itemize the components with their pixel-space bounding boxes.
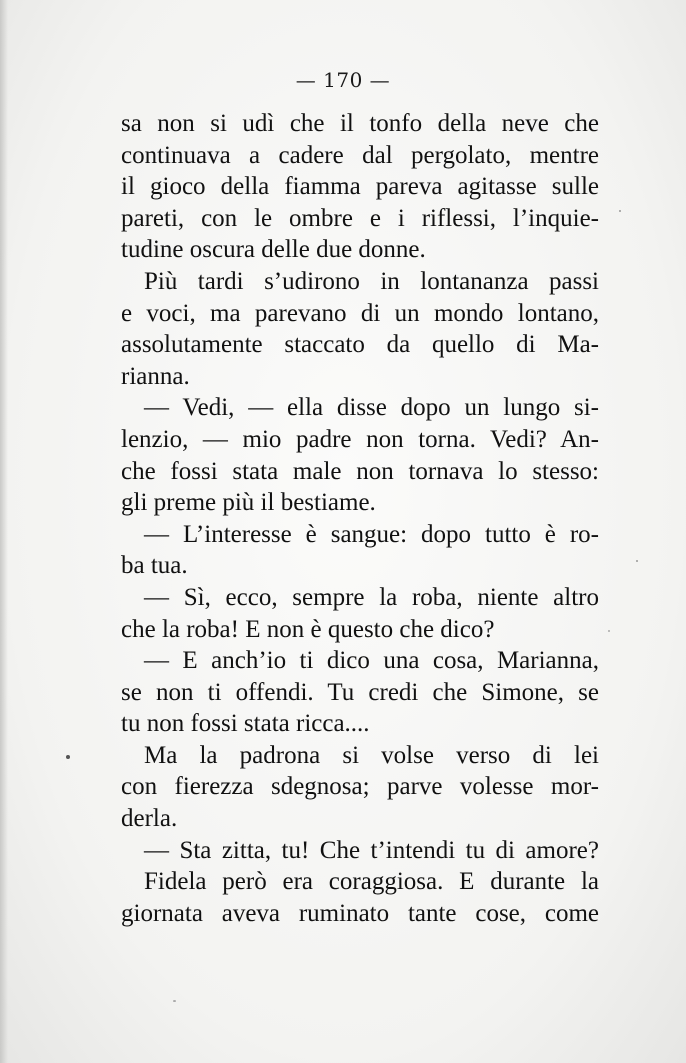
text-line: assolutamente staccato da quello di Ma-	[121, 331, 599, 359]
text-line: derla.	[121, 805, 178, 833]
text-line: ba tua.	[121, 552, 188, 580]
paper-speck	[608, 630, 610, 632]
paper-speck	[619, 210, 621, 212]
text-line: che la roba! E non è questo che dico?	[121, 615, 495, 643]
page-number: — 170 —	[295, 68, 391, 92]
text-line: pareti, con le ombre e i riflessi, l’inquie-	[121, 204, 599, 232]
paper-speck	[66, 755, 70, 759]
text-line: Più tardi s’udirono in lontananza passi	[144, 267, 599, 295]
text-line: Fidela però era coraggiosa. E durante la	[144, 868, 599, 896]
paper-speck	[636, 560, 638, 562]
body-text	[121, 108, 599, 929]
text-line: Ma la padrona si volse verso di lei	[144, 741, 599, 769]
text-line: con fierezza sdegnosa; parve volesse mor-	[121, 773, 599, 801]
text-line: gli preme più il bestiame.	[121, 489, 376, 517]
text-line: — Sta zitta, tu! Che t’intendi tu di amore?	[144, 836, 599, 864]
text-line: se non ti offendi. Tu credi che Simone, se	[121, 678, 599, 706]
paper-speck	[173, 1000, 176, 1002]
text-line: lenzio, — mio padre non torna. Vedi? An-	[121, 425, 599, 453]
text-line: — L’interesse è sangue: dopo tutto è ro-	[144, 520, 599, 548]
text-line: e voci, ma parevano di un mondo lontano,	[121, 299, 599, 327]
text-line: giornata aveva ruminato tante cose, come	[121, 899, 599, 927]
text-line: sa non si udì che il tonfo della neve che	[121, 110, 599, 137]
text-line: — Sì, ecco, sempre la roba, niente altro	[144, 583, 599, 611]
text-line: tudine oscura delle due donne.	[121, 236, 426, 264]
page-binding-edge	[0, 0, 8, 1063]
text-line: tu non fossi stata ricca....	[121, 710, 370, 738]
text-line: che fossi stata male non tornava lo stesso:	[121, 457, 599, 485]
text-line: — Vedi, — ella disse dopo un lungo si-	[144, 394, 599, 422]
text-line: il gioco della fiamma pareva agitasse sulle	[121, 173, 599, 201]
text-line: — E anch’io ti dico una cosa, Marianna,	[144, 647, 599, 675]
text-line: continuava a cadere dal pergolato, mentre	[121, 141, 599, 169]
text-line: rianna.	[121, 362, 190, 390]
